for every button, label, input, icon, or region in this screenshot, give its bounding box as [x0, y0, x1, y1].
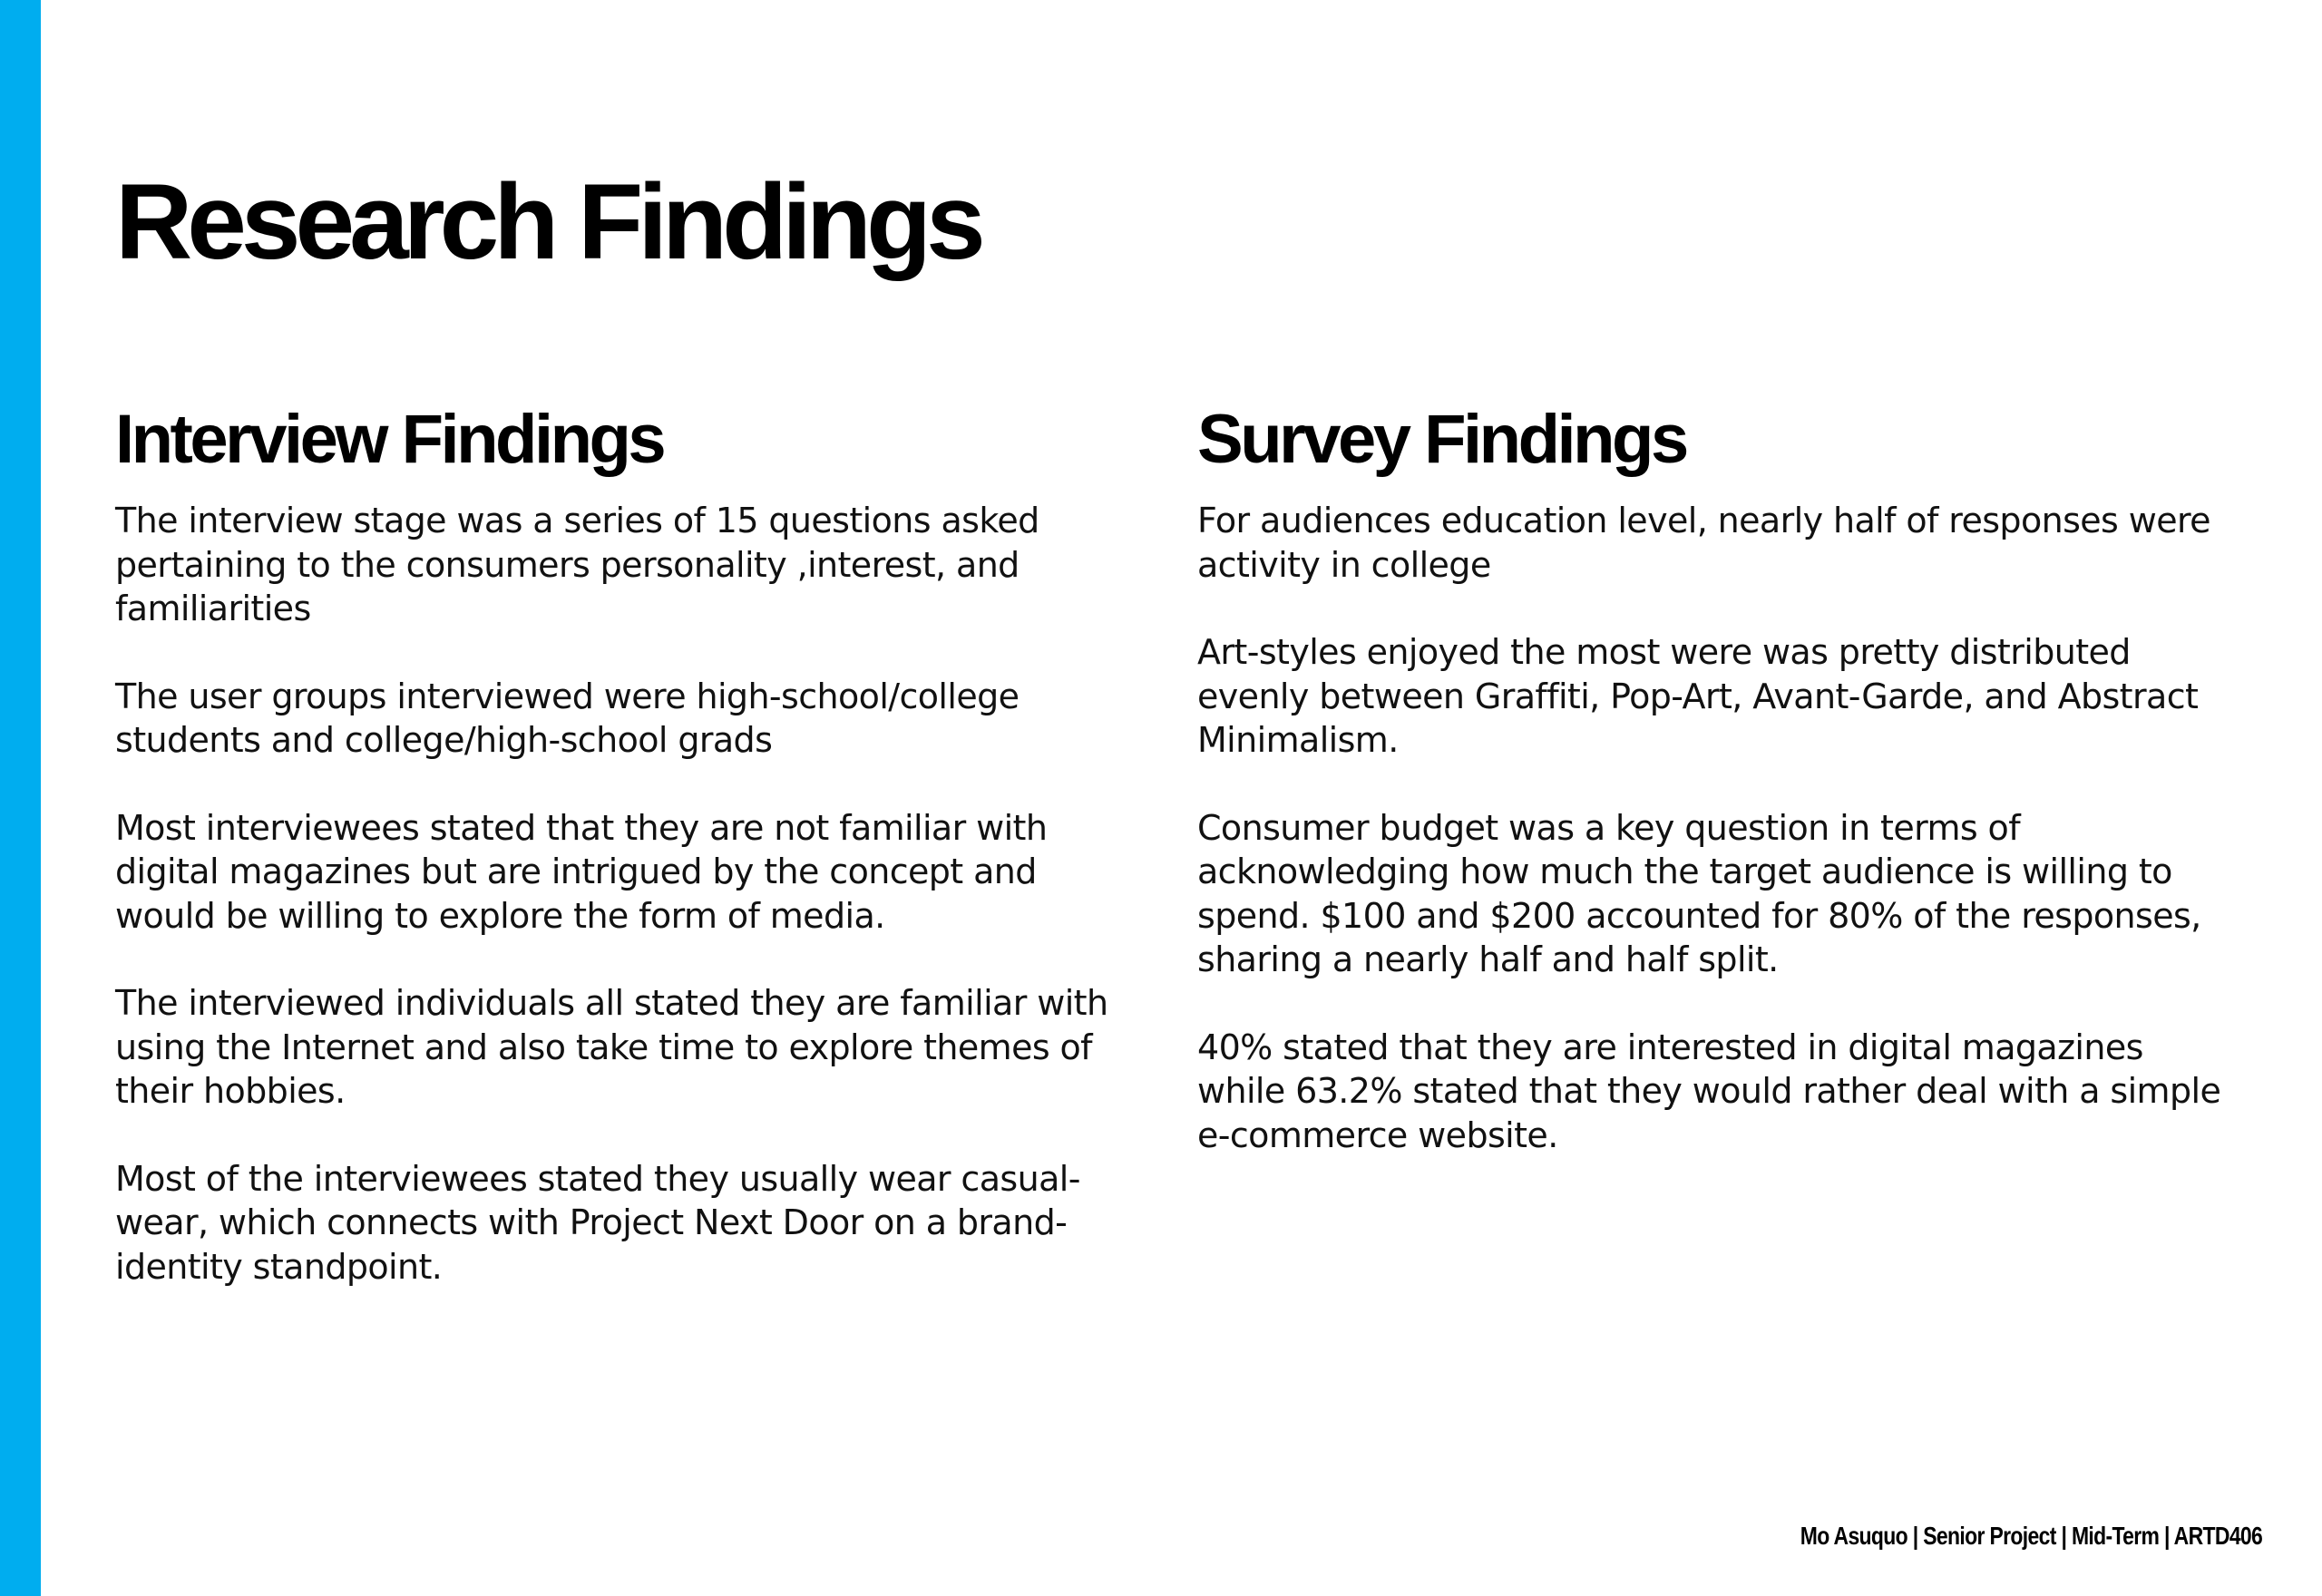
- footer-credits: Mo Asuquo | Senior Project | Mid-Term | ARTD406: [1800, 1522, 2262, 1550]
- interview-paragraph: The interviewed individuals all stated they are familiar with using the Internet and also take time to explore themes of their hobbies.: [115, 983, 1108, 1111]
- interview-paragraph: The interview stage was a series of 15 questions asked pertaining to the consumers personality ,interest, and familiarities: [115, 501, 1039, 628]
- interview-findings-heading: Interview Findings: [115, 401, 664, 478]
- survey-paragraph: 40% stated that they are interested in digital magazines while 63.2% stated that they would rather deal with a simple e-commerce website.: [1197, 1027, 2221, 1155]
- interview-paragraph: The user groups interviewed were high-school/college students and college/high-school grads: [115, 676, 1020, 760]
- accent-bar: [0, 0, 41, 1596]
- interview-paragraph: Most interviewees stated that they are not familiar with digital magazines but are intrigued by the concept and would be willing to explore the form of media.: [115, 807, 1048, 936]
- page-title: Research Findings: [115, 162, 981, 282]
- survey-findings-heading: Survey Findings: [1197, 401, 1686, 478]
- interview-findings-section: [115, 399, 1113, 1332]
- survey-paragraph: For audiences education level, nearly half of responses were activity in college: [1197, 501, 2210, 585]
- survey-findings-section: [1197, 399, 2240, 1201]
- survey-paragraph: Consumer budget was a key question in terms of acknowledging how much the target audience is willing to spend. $100 and $200 accounted for 80% of the responses, sharing a nearly half and half split.: [1197, 807, 2201, 979]
- interview-paragraph: Most of the interviewees stated they usually wear casual-wear, which connects with Project Next Door on a brand-identity standpoint.: [115, 1158, 1080, 1287]
- survey-paragraph: Art-styles enjoyed the most were was pretty distributed evenly between Graffiti, Pop-Art, Avant-Garde, and Abstract Minimalism.: [1197, 632, 2199, 760]
